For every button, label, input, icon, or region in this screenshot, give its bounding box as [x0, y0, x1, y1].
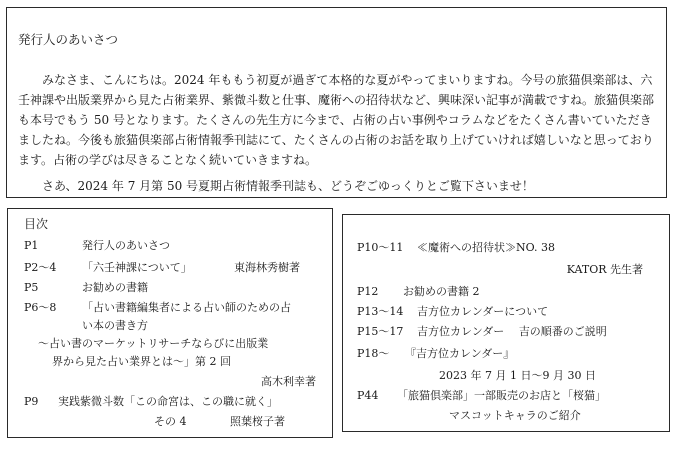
- toc-page: P18～: [357, 347, 390, 360]
- toc-subtitle-continued: 界から見た占い業界とは～」第 2 回: [52, 355, 231, 368]
- toc-text: 吉方位カレンダー 吉の順番のご説明: [417, 325, 607, 338]
- toc-page: P6～8: [24, 301, 57, 314]
- toc-author: 照葉桜子著: [230, 415, 285, 428]
- toc-page: P13～14: [357, 305, 404, 318]
- toc-author: KATOR 先生著: [566, 263, 643, 276]
- toc-text-continued: その 4: [154, 415, 187, 428]
- toc-text: お勧めの書籍: [82, 281, 148, 294]
- toc-text-continued: マスコットキャラのご紹介: [449, 409, 581, 422]
- greeting-title: 発行人のあいさつ: [18, 32, 119, 47]
- toc-page: P9: [24, 395, 39, 408]
- toc-text: 「六壬神課について」: [82, 261, 192, 274]
- toc-page: P2～4: [24, 261, 57, 274]
- toc-text: 実践紫微斗数「この命宮は、この職に就く」: [58, 395, 278, 408]
- toc-subtitle: ～占い書のマーケットリサーチならびに出版業: [38, 337, 269, 350]
- toc-page: P5: [24, 281, 39, 294]
- toc-text: お勧めの書籍 2: [403, 285, 480, 298]
- toc-title: 目次: [24, 217, 49, 231]
- toc-page: P1: [24, 239, 39, 252]
- toc-right-box: [342, 214, 670, 432]
- greeting-body: [18, 70, 658, 170]
- greeting-body-text: みなさま、こんにちは。2024 年ももう初夏が過ぎて本格的な夏がやってまいりますね。今号の旅猫倶楽部は、六壬神課や出版業界から見た占術業界、紫微斗数と仕事、魔術への招待状など、興味深い記事が満載ですね。旅猫倶楽部も本号でもう 50 号となります。たくさんの先生方に今まで、占術の占い事例やコラムなどをたくさん書いていただきましたね。今後も旅猫倶楽部占術情報季刊誌にて、たくさんの占術のお話を取り上げていければ嬉しいなと思っております。占術の学びは尽きることなく続いていきますね。: [18, 73, 655, 167]
- greeting-box: [6, 7, 667, 198]
- toc-page: P44: [357, 389, 379, 402]
- toc-author: 高木利幸著: [261, 375, 316, 388]
- toc-text-continued: 2023 年 7 月 1 日～9 月 30 日: [439, 369, 596, 382]
- toc-text-continued: い本の書き方: [82, 319, 148, 332]
- toc-page: P15～17: [357, 325, 404, 338]
- toc-page: P12: [357, 285, 379, 298]
- toc-text: 「旅猫倶楽部」一部販売のお店と「桜猫」: [397, 389, 606, 402]
- toc-left-box: [7, 208, 333, 438]
- toc-text: 「占い書籍編集者による占い師のための占: [82, 301, 291, 314]
- toc-text: 吉方位カレンダーについて: [417, 305, 549, 318]
- toc-page: P10～11: [357, 241, 404, 254]
- toc-author: 東海林秀樹著: [234, 261, 300, 274]
- greeting-closing: さあ、2024 年 7 月第 50 号夏期占術情報季刊誌も、どうぞごゆっくりとご覧下さいませ！: [42, 179, 534, 193]
- toc-text: 『吉方位カレンダー』: [405, 347, 515, 360]
- toc-text: 発行人のあいさつ: [82, 239, 170, 252]
- toc-text: ≪魔術への招待状≫NO. 38: [417, 241, 555, 254]
